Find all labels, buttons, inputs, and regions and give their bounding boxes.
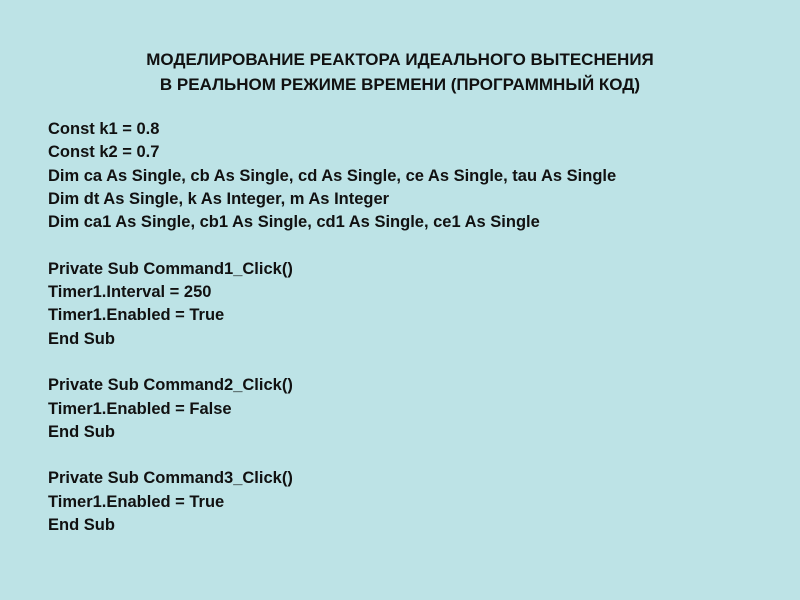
- code-line: Timer1.Enabled = True: [48, 492, 225, 511]
- code-line: Dim ca As Single, cb As Single, cd As Single, ce As Single, tau As Single: [48, 166, 617, 185]
- title-line-1: МОДЕЛИРОВАНИЕ РЕАКТОРА ИДЕАЛЬНОГО ВЫТЕСНЕНИЯ: [146, 50, 654, 69]
- title-line-2: В РЕАЛЬНОМ РЕЖИМЕ ВРЕМЕНИ (ПРОГРАММНЫЙ КОД): [159, 75, 641, 94]
- code-line-blank: [48, 234, 788, 257]
- code-line: Timer1.Interval = 250: [48, 283, 212, 302]
- code-line-blank: [48, 444, 788, 467]
- code-line: Dim dt As Single, k As Integer, m As Integer: [48, 189, 390, 208]
- code-line: Const k1 = 0.8: [48, 120, 160, 138]
- code-line: End Sub: [48, 422, 115, 441]
- code-line: Private Sub Command3_Click(): [48, 469, 293, 488]
- slide-title: [0, 47, 800, 97]
- code-block: [48, 118, 788, 537]
- code-line: End Sub: [48, 329, 115, 348]
- code-line-blank: [48, 351, 788, 374]
- code-line: Private Sub Command2_Click(): [48, 376, 293, 395]
- code-line: End Sub: [48, 516, 115, 535]
- code-line: Timer1.Enabled = False: [48, 399, 232, 418]
- code-line: Private Sub Command1_Click(): [48, 259, 293, 278]
- code-line: Timer1.Enabled = True: [48, 306, 225, 325]
- code-line: Const k2 = 0.7: [48, 143, 160, 162]
- code-line: Dim ca1 As Single, cb1 As Single, cd1 As Single, ce1 As Single: [48, 213, 540, 232]
